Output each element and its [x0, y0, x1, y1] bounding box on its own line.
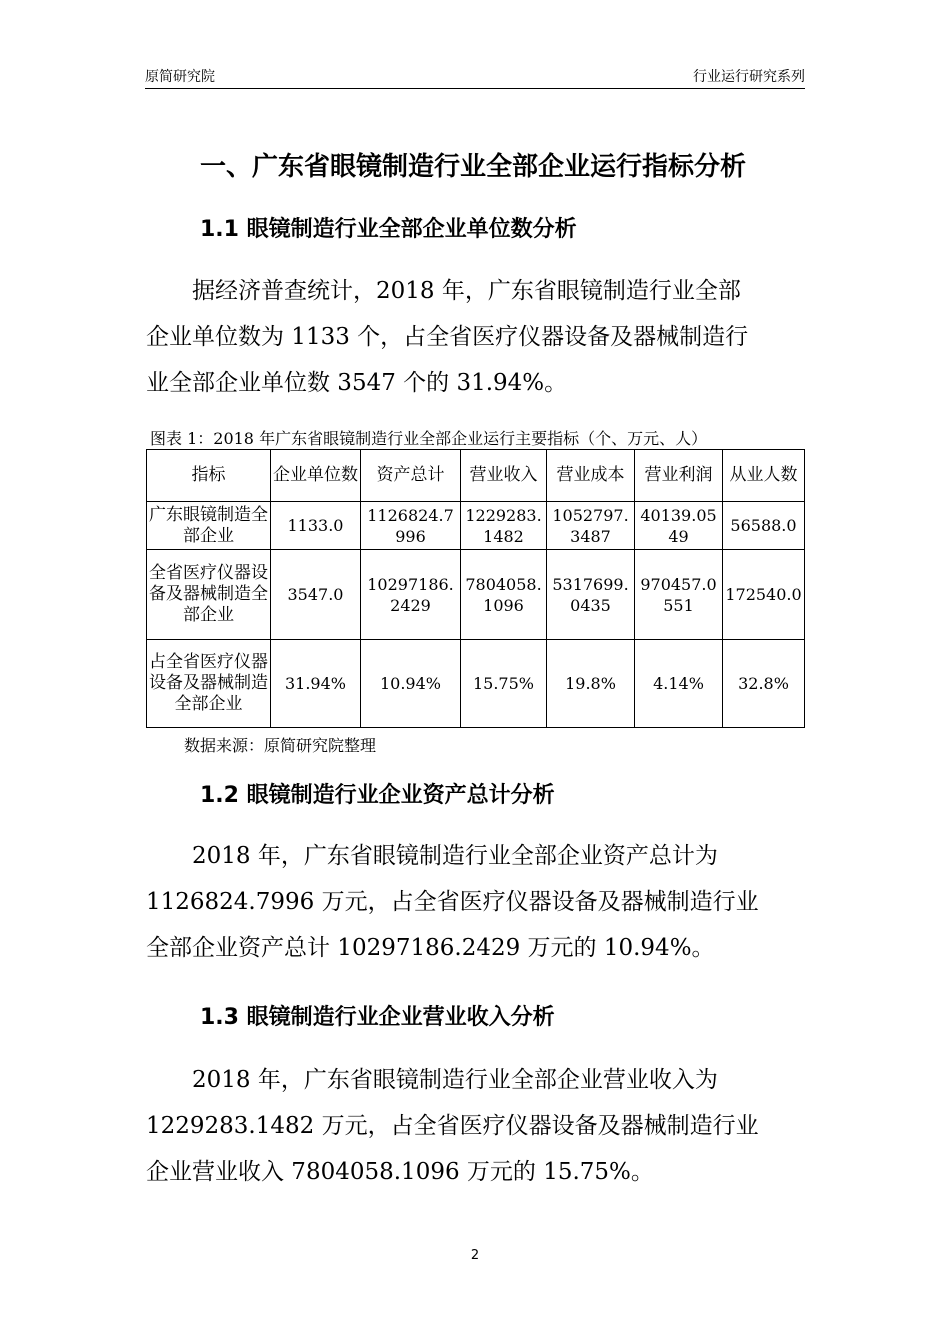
paragraph-line: 2018 年，广东省眼镜制造行业全部企业营业收入为: [146, 1067, 718, 1093]
column-header: 从业人数: [723, 450, 805, 502]
indicator-table: [146, 449, 805, 728]
table-caption: 图表 1：2018 年广东省眼镜制造行业全部企业运行主要指标（个、万元、人）: [150, 429, 708, 448]
paragraph-revenue: [146, 1057, 806, 1195]
table-cell: 19.8%: [547, 640, 635, 728]
table-cell: 10.94%: [361, 640, 461, 728]
paragraph-line: 1126824.7996 万元，占全省医疗仪器设备及器械制造行业: [146, 889, 759, 915]
section-title: 一、广东省眼镜制造行业全部企业运行指标分析: [200, 152, 747, 182]
header-org-name: 原简研究院: [145, 69, 215, 85]
paragraph-line: 据经济普查统计，2018 年，广东省眼镜制造行业全部: [146, 278, 741, 304]
paragraph-line: 全部企业资产总计 10297186.2429 万元的 10.94%。: [146, 935, 715, 961]
column-header: 营业收入: [461, 450, 547, 502]
row-label: 广东眼镜制造全部企业: [147, 502, 271, 550]
table-cell: 970457.0551: [635, 550, 723, 640]
paragraph-line: 业全部企业单位数 3547 个的 31.94%。: [146, 370, 568, 396]
table-header-row: [147, 450, 805, 502]
table-cell: 56588.0: [723, 502, 805, 550]
table-cell: 7804058.1096: [461, 550, 547, 640]
header-series-name: 行业运行研究系列: [693, 69, 805, 85]
column-header: 企业单位数: [271, 450, 361, 502]
table-row: [147, 550, 805, 640]
paragraph-total-assets: [146, 833, 806, 971]
table-cell: 10297186.2429: [361, 550, 461, 640]
subsection-title-1-1: 1.1 眼镜制造行业全部企业单位数分析: [200, 217, 577, 242]
table-cell: 32.8%: [723, 640, 805, 728]
table-cell: 4.14%: [635, 640, 723, 728]
column-header: 指标: [147, 450, 271, 502]
paragraph-unit-count: [146, 268, 806, 406]
table-row: [147, 502, 805, 550]
page-header: [145, 62, 805, 89]
table-cell: 40139.0549: [635, 502, 723, 550]
table-cell: 31.94%: [271, 640, 361, 728]
table-row: [147, 640, 805, 728]
paragraph-line: 企业营业收入 7804058.1096 万元的 15.75%。: [146, 1159, 654, 1185]
table-source-note: 数据来源：原简研究院整理: [184, 736, 377, 755]
paragraph-line: 企业单位数为 1133 个，占全省医疗仪器设备及器械制造行: [146, 324, 749, 350]
column-header: 营业成本: [547, 450, 635, 502]
subsection-title-1-3: 1.3 眼镜制造行业企业营业收入分析: [200, 1005, 555, 1030]
page-number: 2: [470, 1248, 480, 1263]
table-cell: 172540.0: [723, 550, 805, 640]
table-cell: 3547.0: [271, 550, 361, 640]
table-cell: 1052797.3487: [547, 502, 635, 550]
row-label: 占全省医疗仪器设备及器械制造全部企业: [147, 640, 271, 728]
subsection-title-1-2: 1.2 眼镜制造行业企业资产总计分析: [200, 783, 555, 808]
table-cell: 1133.0: [271, 502, 361, 550]
table-cell: 1229283.1482: [461, 502, 547, 550]
table-cell: 1126824.7996: [361, 502, 461, 550]
paragraph-line: 1229283.1482 万元，占全省医疗仪器设备及器械制造行业: [146, 1113, 759, 1139]
table-cell: 15.75%: [461, 640, 547, 728]
paragraph-line: 2018 年，广东省眼镜制造行业全部企业资产总计为: [146, 843, 718, 869]
column-header: 资产总计: [361, 450, 461, 502]
row-label: 全省医疗仪器设备及器械制造全部企业: [147, 550, 271, 640]
column-header: 营业利润: [635, 450, 723, 502]
table-cell: 5317699.0435: [547, 550, 635, 640]
